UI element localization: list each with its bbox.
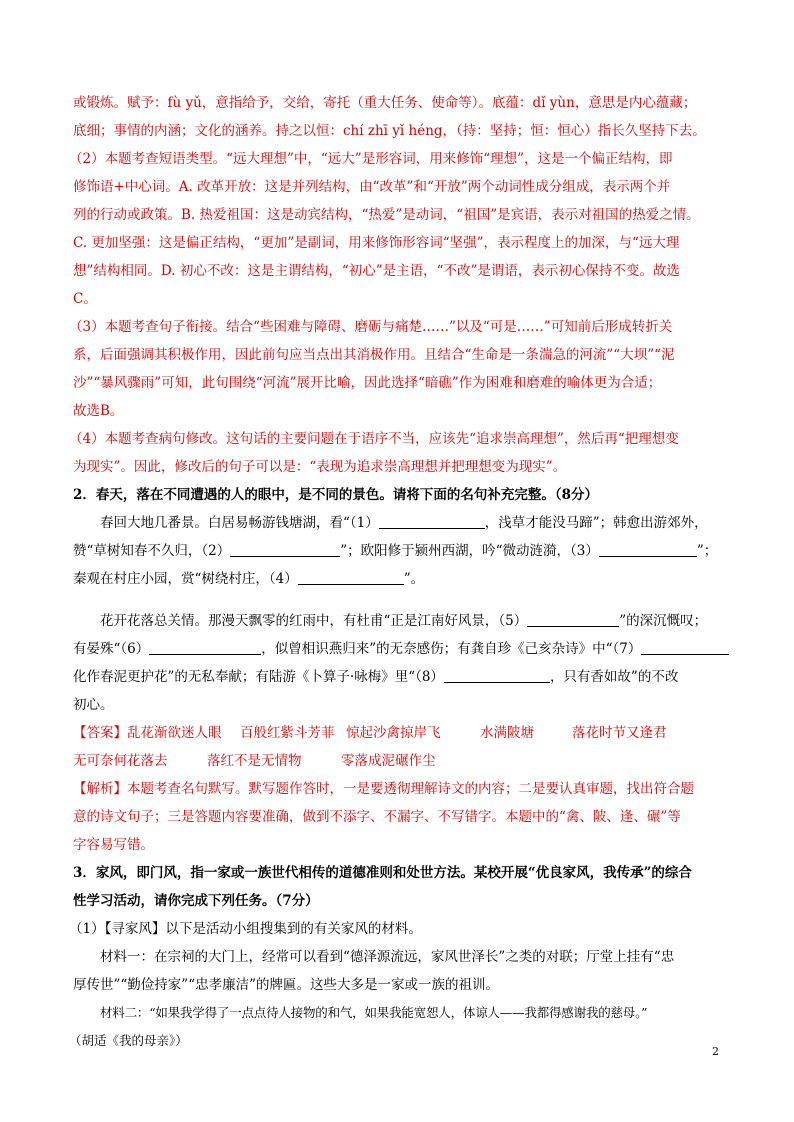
fill-blank-1 (379, 514, 485, 529)
question-2-passage-line (100, 611, 750, 631)
question-3-title: 3．家风，即门风，指一家或一族世代相传的道德准则和处世方法。某校开展“优良家风，我传承”的综合 (73, 865, 692, 881)
question-2-passage-line (100, 513, 750, 533)
fill-blank-5 (527, 612, 619, 627)
page-number: 2 (712, 1045, 719, 1058)
explanation-3-line: （3）本题考查句子衔接。结合“些困难与障碍、磨砺与痛楚……”以及“可是……”可知前后形成转折关 (69, 319, 673, 335)
answer-item: 百般红紫斗芳菲 (240, 725, 335, 741)
passage-text: ”的深沉慨叹； (619, 613, 708, 629)
explanation-2-line: （2）本题考查短语类型。“远大理想”中，“远大”是形容词，用来修饰“理想”，这是一个偏正结构，即 (69, 151, 673, 167)
passage-text: 赞“草树知春不久归，（2） (73, 543, 231, 559)
question-2-passage-line (73, 569, 723, 589)
explanation-2-line: C. 更加坚强：这是偏正结构，“更加”是副词，用来修饰形容词“坚强”，表示程度上的加深，与“远大理 (73, 235, 680, 251)
fill-blank-8 (444, 668, 550, 683)
question-2-passage-line (73, 639, 723, 659)
passage-text: ”；欧阳修于颍州西湖，吟“微动涟漪，（3） (340, 543, 599, 559)
explanation-4-line: （4）本题考查病句修改。这句话的主要问题在于语序不当，应该先“追求崇高理想”，然后再“把理想变 (69, 431, 679, 447)
material-1-line: 厚传世”“勤俭持家”“忠孝廉洁”的牌匾。这些大多是一家或一族的祖训。 (73, 977, 500, 993)
passage-text: ，只有香如故”的不改 (549, 669, 679, 685)
explanation-line: 底细；事情的内涵；文化的涵养。持之以恒：chí zhī yǐ héng，（持：坚持；恒：恒心）指长久坚持下去。 (73, 123, 706, 139)
fill-blank-2 (230, 542, 340, 557)
question-2-passage-line (73, 541, 723, 561)
passage-text: ”； (696, 543, 718, 559)
fill-blank-4 (298, 570, 404, 585)
material-2-line: （胡适《我的母亲》） (69, 1033, 188, 1048)
fill-blank-7 (641, 640, 729, 655)
passage-text: 春回大地几番景。白居易畅游钱塘湖，看“（1） (100, 515, 379, 531)
fill-blank-3 (599, 542, 697, 557)
explanation-2-line: C。 (73, 291, 97, 307)
explanation-3-line: 沙”“暴风骤雨”可知，此句围绕“河流”展开比喻，因此选择“暗礁”作为困难和磨难的喻体更为合适； (73, 375, 662, 391)
explanation-4-line: 为现实”。因此，修改后的句子可以是：“表现为追求崇高理想并把理想变为现实”。 (73, 459, 567, 475)
question-2-title: 2．春天，落在不同遭遇的人的眼中，是不同的景色。请将下面的名句补充完整。（8分） (73, 487, 599, 503)
explanation-line: 或锻炼。赋予：fù yǔ，意指给予，交给，寄托（重大任务、使命等）。底蕴：dǐ yùn，意思是内心蕴藏； (73, 95, 697, 111)
passage-text: ，似曾相识燕归来”的无奈感伤；有龚自珍《己亥杂诗》中“（7） (261, 641, 642, 657)
answer-row-1 (73, 723, 723, 743)
answer-row-2 (73, 751, 723, 771)
passage-text: ，浅草才能没马蹄”；韩愈出游郊外， (484, 515, 708, 531)
analysis-line: 意的诗文句子；三是答题内容要准确，做到不添字、不漏字、不写错字。本题中的“禽、陂、逢、碾”等 (73, 809, 681, 825)
answer-item: 无可奈何花落去 (73, 753, 168, 769)
explanation-2-line: 想”结构相同。D. 初心不改：这是主谓结构，“初心”是主语，“不改”是谓语，表示初心保持不变。故选 (73, 263, 680, 279)
question-3-task: （1）【寻家风】以下是活动小组搜集到的有关家风的材料。 (69, 921, 422, 937)
explanation-2-line: 列的行动或政策。B. 热爱祖国：这是动宾结构，“热爱”是动词，“祖国”是宾语，表示对祖国的热爱之情。 (73, 207, 700, 223)
answer-item: 水满陂塘 (480, 725, 534, 741)
explanation-3-line: 故选B。 (73, 403, 124, 419)
passage-text: 秦观在村庄小园，赏“树绕村庄，（4） (73, 571, 298, 587)
answer-item: 落花时节又逢君 (572, 725, 667, 741)
passage-text: 有晏殊“（6） (73, 641, 150, 657)
material-2-line: 材料二：“如果我学得了一点点待人接物的和气，如果我能宽恕人，体谅人——我都得感谢我的慈母。” (100, 1005, 648, 1020)
question-2-passage-line: 初心。 (73, 697, 114, 713)
answer-item: 乱花渐欲迷人眼 (127, 725, 222, 741)
answer-item: 零落成泥碾作尘 (341, 753, 436, 769)
question-2-passage-line (73, 667, 723, 687)
fill-blank-6 (149, 640, 261, 655)
passage-text: ”。 (403, 571, 425, 587)
explanation-2-line: 修饰语+中心词。A. 改革开放：这是并列结构，由“改革”和“开放”两个动词性成分组成，表示两个并 (73, 179, 671, 195)
analysis-line: 字容易写错。 (73, 837, 154, 853)
passage-text: 花开花落总关情。那漫天飘零的红雨中，有杜甫“正是江南好风景，（5） (100, 613, 528, 629)
passage-text: 化作春泥更护花”的无私奉献；有陆游《卜算子·咏梅》里“（8） (73, 669, 444, 685)
answer-item: 落红不是无情物 (207, 753, 302, 769)
question-3-title: 性学习活动，请你完成下列任务。（7分） (73, 893, 319, 909)
explanation-3-line: 系，后面强调其积极作用，因此前句应当点出其消极作用。且结合“生命是一条湍急的河流”“大坝”“泥 (73, 347, 675, 363)
answer-item: 惊起沙禽掠岸飞 (346, 725, 441, 741)
answer-label: 【答案】 (73, 725, 127, 741)
material-1-line: 材料一：在宗祠的大门上，经常可以看到“德泽源流远，家风世泽长”之类的对联；厅堂上挂有“忠 (100, 949, 675, 965)
analysis-line: 【解析】本题考查名句默写。默写题作答时，一是要透彻理解诗文的内容；二是要认真审题，找出符合题 (73, 781, 694, 797)
